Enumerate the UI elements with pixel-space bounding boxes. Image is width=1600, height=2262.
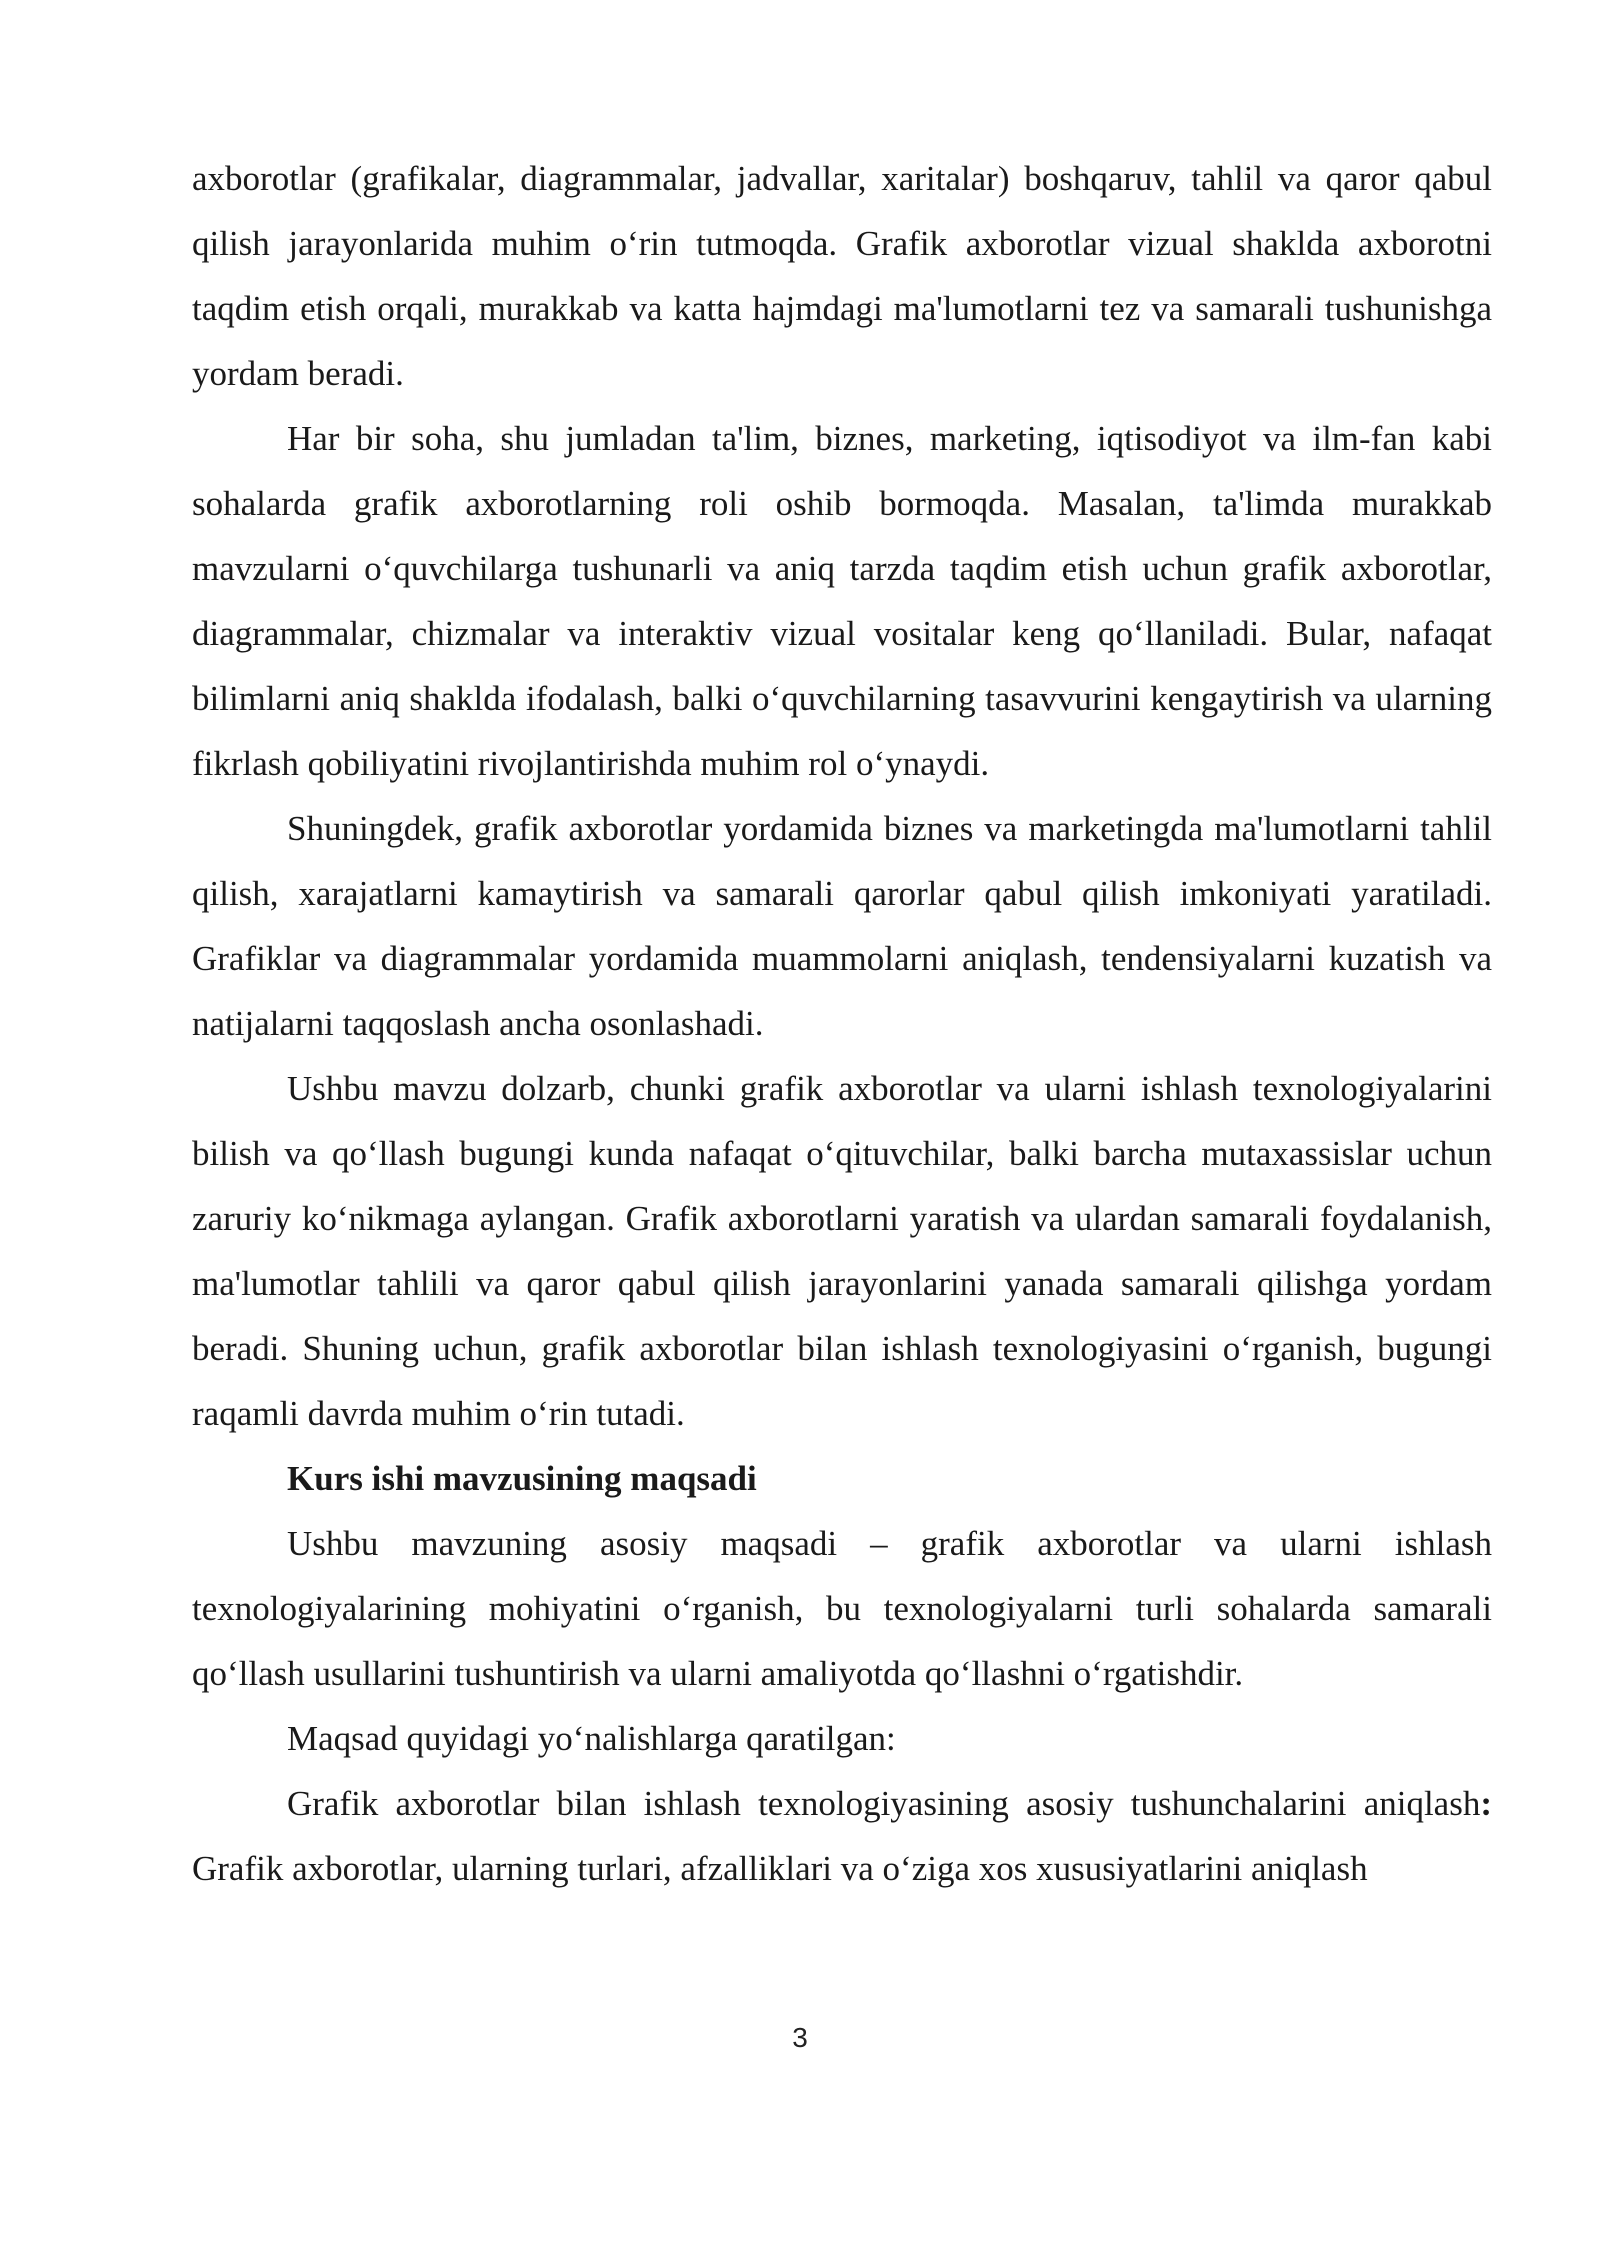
basic-concepts-colon: : [1480,1784,1492,1823]
paragraph-continuation: axborotlar (grafikalar, diagrammalar, jadvallar, xaritalar) boshqaruv, tahlil va qaror qabul qilish jarayonlarida muhim o‘rin tutmoqda. Grafik axborotlar vizual shaklda axborotni taqdim etish orqali, murakkab va katta hajmdagi ma'lumotlarni tez va samarali tushunishga yordam beradi. [192,159,1492,393]
document-page [192,146,1492,1901]
basic-concepts-lead: Grafik axborotlar bilan ishlash texnologiyasining asosiy tushunchalarini aniqlash [287,1784,1481,1823]
basic-concepts-rest: Grafik axborotlar, ularning turlari, afzalliklari va o‘ziga xos xususiyatlarini aniqlash [192,1849,1368,1888]
paragraph-main-goal: Ushbu mavzuning asosiy maqsadi – grafik axborotlar va ularni ishlash texnologiyalarining mohiyatini o‘rganish, bu texnologiyalarni turli sohalarda samarali qo‘llash usullarini tushuntirish va ularni amaliyotda qo‘llashni o‘rgatishdir. [192,1524,1492,1693]
paragraph-relevance: Ushbu mavzu dolzarb, chunki grafik axborotlar va ularni ishlash texnologiyalarini bilish va qo‘llash bugungi kunda nafaqat o‘qituvchilar, balki barcha mutaxassislar uchun zaruriy ko‘nikmaga aylangan. Grafik axborotlarni yaratish va ulardan samarali foydalanish, ma'lumotlar tahlili va qaror qabul qilish jarayonlarini yanada samarali qilishga yordam beradi. Shuning uchun, grafik axborotlar bilan ishlash texnologiyasini o‘rganish, bugungi raqamli davrda muhim o‘rin tutadi. [192,1069,1492,1433]
page-number: 3 [792,2022,808,2053]
section-heading: Kurs ishi mavzusining maqsadi [287,1459,757,1498]
paragraph-role-of-graphics: Har bir soha, shu jumladan ta'lim, biznes, marketing, iqtisodiyot va ilm-fan kabi sohalarda grafik axborotlarning roli oshib bormoqda. Masalan, ta'limda murakkab mavzularni o‘quvchilarga tushunarli va aniq tarzda taqdim etish uchun grafik axborotlar, diagrammalar, chizmalar va interaktiv vizual vositalar keng qo‘llaniladi. Bular, nafaqat bilimlarni aniq shaklda ifodalash, balki o‘quvchilarning tasavvurini kengaytirish va ularning fikrlash qobiliyatini rivojlantirishda muhim rol o‘ynaydi. [192,419,1492,783]
paragraph-business-marketing: Shuningdek, grafik axborotlar yordamida biznes va marketingda ma'lumotlarni tahlil qilish, xarajatlarni kamaytirish va samarali qarorlar qabul qilish imkoniyati yaratiladi. Grafiklar va diagrammalar yordamida muammolarni aniqlash, tendensiyalarni kuzatish va natijalarni taqqoslash ancha osonlashadi. [192,809,1492,1043]
paragraph-basic-concepts [192,1771,1492,1901]
paragraph-directions: Maqsad quyidagi yo‘nalishlarga qaratilgan: [287,1719,896,1758]
